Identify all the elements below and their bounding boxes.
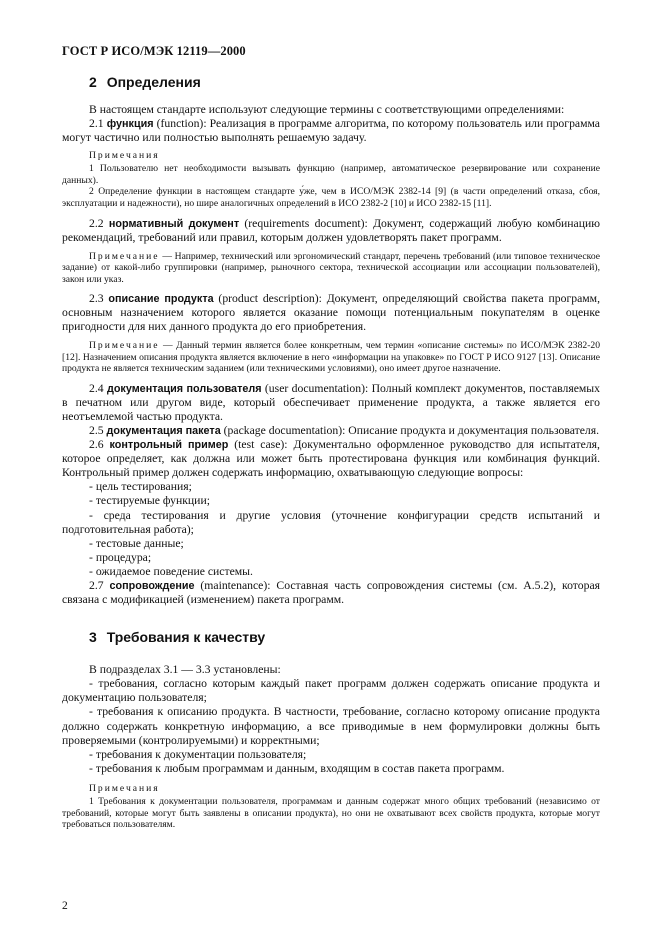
note-1: 1 Пользователю нет необходимости вызывать функцию (например, автоматическое резервирование или сохранение данных). <box>62 163 600 186</box>
definition-number: 2.5 <box>89 423 104 437</box>
note-text: — Данный термин является более конкретным, чем термин «описание системы» по ИСО/МЭК 2382-20 [12]. Назначением описания продукта является включение в него «информации на упаковке» по ГОСТ Р ИСО 9127 [13]. Описание продукта не является техническим заданием (или техническими условиями), оно имеет другое назначение. <box>62 339 600 375</box>
definition-text: (requirements document): Документ, содержащий любую комбинацию рекомендаций, требований или правил, которым должен удовлетворять пакет программ. <box>62 216 600 244</box>
note-2-2 <box>62 251 600 286</box>
definition-number: 2.4 <box>89 381 104 395</box>
definition-term: функция <box>106 118 154 131</box>
notes-title: Примечания <box>89 150 160 162</box>
notes-title: Примечания <box>89 782 160 794</box>
section-2-heading <box>89 74 600 90</box>
list-item: - процедура; <box>89 550 152 564</box>
standard-code-header: ГОСТ Р ИСО/МЭК 12119—2000 <box>62 44 246 58</box>
note-2-3 <box>62 340 600 375</box>
note-1: 1 Требования к документации пользователя, программам и данным содержат много общих требований (независимо от требований, которые могут быть заявлены в описании продукта), но они не охватывают всех свойств продукта, которые могут требоваться пользователям. <box>62 795 600 831</box>
definition-term: контрольный пример <box>109 439 229 452</box>
definition-text: (test case): Документально оформленное руководство для испытателя, которое определяет, как должна или может быть протестирована функция или комбинация функций. Контрольный пример должен содержать информацию, охватывающую следующие вопросы: <box>62 438 600 480</box>
note-text: — Например, технический или эргономический стандарт, перечень требований (или типовое техническое задание) от какой-либо группировки (например, рыночного сектора, технической ассоциации или ассоциации пользователей), закон или указ. <box>62 250 600 286</box>
definition-term: документация пакета <box>106 424 221 437</box>
definition-2-3 <box>62 292 600 334</box>
definition-2-4 <box>62 382 600 424</box>
definition-text: (product description): Документ, определяющий свойства пакета программ, основным назначением которого является оказание помощи потенциальным покупателям в оценке пригодности для них данного продукта до его приобретения. <box>62 291 600 333</box>
section-3-heading <box>89 629 600 645</box>
definition-term: документация пользователя <box>106 382 262 395</box>
definition-term: описание продукта <box>108 292 214 305</box>
note-lead: Примечание <box>89 339 160 351</box>
list-item: - требования, согласно которым каждый пакет программ должен содержать описание продукта и документацию пользователя; <box>62 677 600 705</box>
section-title: Определения <box>106 74 201 90</box>
definition-number: 2.3 <box>89 291 104 305</box>
list-item: - требования к любым программам и данным, входящим в состав пакета программ. <box>89 761 505 775</box>
definition-2-6 <box>62 438 600 480</box>
section-3-intro: В подразделах 3.1 — 3.3 установлены: <box>89 663 281 677</box>
definition-2-1 <box>62 117 600 145</box>
definition-text: (function): Реализация в программе алгоритма, по которому пользователь или программа могут частично или полностью выполнять решаемую задачу. <box>62 117 600 145</box>
definition-term: нормативный документ <box>108 217 240 230</box>
list-item: - цель тестирования; <box>89 480 192 494</box>
definition-number: 2.6 <box>89 438 104 452</box>
note-2: 2 Определение функции в настоящем стандарте у́же, чем в ИСО/МЭК 2382-14 [9] (в части определений отказа, сбоя, эксплуатации и надежности), но шире аналогичных определений в ИСО 2382-2 [10] и ИСО 2382-15 [11]. <box>62 186 600 210</box>
definition-number: 2.2 <box>89 216 104 230</box>
list-item: - среда тестирования и другие условия (уточнение конфигурации средств испытаний и подготовительная работа); <box>62 508 600 536</box>
list-item: - тестовые данные; <box>89 536 184 550</box>
list-item: - требования к документации пользователя; <box>89 747 307 761</box>
definition-2-5 <box>62 424 600 438</box>
definition-text: (maintenance): Составная часть сопровождения системы (см. А.5.2), которая связана с модификацией (изменением) пакета программ. <box>62 579 601 607</box>
list-item: - ожидаемое поведение системы. <box>89 564 253 578</box>
definition-text: (package documentation): Описание продукта и документация пользователя. <box>220 423 600 437</box>
section-title: Требования к качеству <box>106 629 266 646</box>
definition-2-7 <box>62 579 600 607</box>
definition-2-2 <box>62 217 600 245</box>
list-item: - тестируемые функции; <box>89 494 210 508</box>
page-number: 2 <box>62 900 68 912</box>
section-2-intro: В настоящем стандарте используют следующие термины с соответствующими определениями: <box>89 103 565 116</box>
definition-number: 2.7 <box>89 579 104 592</box>
section-number: 3 <box>89 629 97 646</box>
definition-text: (user documentation): Полный комплект документов, поставляемых в печатном или другом виде, который обеспечивает применение продукта, а также является его неотъемлемой частью продукта. <box>62 381 600 423</box>
section-number: 2 <box>89 74 97 90</box>
list-item: - требования к описанию продукта. В частности, требование, согласно которому описание продукта должно содержать конкретную информацию, а все приводимые в нем формулировки должны быть проверяемыми (контролируемыми) и корректными; <box>62 705 600 747</box>
definition-term: сопровождение <box>109 580 195 592</box>
page-content <box>62 74 600 831</box>
definition-number: 2.1 <box>89 117 104 131</box>
note-lead: Примечание <box>89 250 160 262</box>
